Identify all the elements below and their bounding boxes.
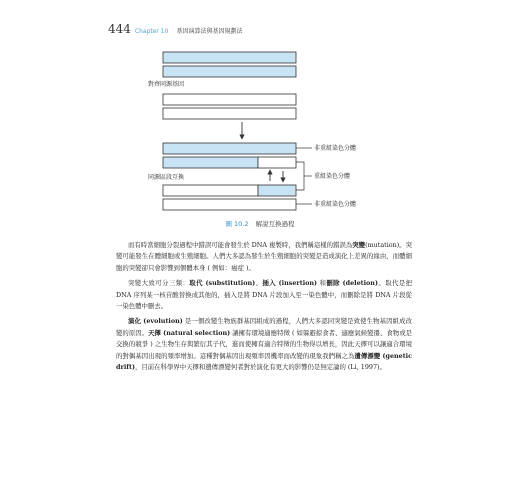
paragraph-2 [116,278,412,312]
crossover-figure [0,0,520,230]
text-run: 、 [255,279,263,288]
text-run: 和 [317,279,327,288]
chromosome-bar-3 [163,94,296,105]
figure-caption [0,219,520,228]
bold-term: 演化 (evolution) [128,317,183,326]
chromosome-bar-6b [258,157,296,168]
label-align-homologous: 對齊同源基因 [148,81,185,88]
chromosome-bar-7a [163,185,258,196]
caption-number: 圖 10.2 [225,220,249,228]
text-run: 。取代是把 DNA 序列某一核苷酸替換成其他的，插入是將 DNA 片段加入至一染色體中，而刪除是將 DNA 片段從一染色體中刪去。 [116,279,413,311]
label-nonrecombinant-2: 非重組染色分體 [314,201,357,208]
chromosome-bar-1 [163,52,296,63]
text-run: ，目前在科學界中天擇和遺傳漂變何者對於演化有更大的影響仍是無定論的 (Li, 1997)。 [135,363,386,372]
chromosome-bar-8 [163,199,296,210]
running-title: 基因演算法與基因規劃法 [176,28,243,35]
bold-term: 取代 (substitution) [189,279,256,288]
text-run: 突變大致可分三類： [128,279,190,288]
label-nonrecombinant-1: 非重組染色分體 [314,145,357,152]
leader-line-2 [296,162,304,190]
bold-term: 遺傳漂變 (genetic drift) [116,351,412,372]
text-run: (mutation)。突變可能發生在體細胞或生殖細胞。人們大多認為發生於生殖細胞的突變是造成演化上差異的緣由，而體細胞的突變卻只會影響到個體本身 ( 例如：癌症 )。 [116,241,412,272]
chromosome-bar-5 [163,143,296,154]
chromosome-bar-2 [163,66,296,77]
body-text [116,240,412,377]
chromosome-bar-4 [163,108,296,119]
bold-term: 刪除 (deletion) [326,279,378,288]
text-run: 是一個改變生物族群基因組成的過程，人們大多認同突變是致使生物基因組成改變的原因。 [116,317,412,337]
paragraph-3 [116,316,412,373]
chromosome-bar-6a [163,157,258,168]
bold-term: 突變 [352,241,366,249]
bold-term: 插入 (insertion) [262,279,318,288]
paragraph-1 [116,240,412,274]
text-run: 而有時當細胞分裂過程中錯誤可能會發生於 DNA 複製時，我們稱這樣的錯誤為 [128,241,353,249]
label-recombinant: 重組染色分體 [314,173,351,180]
caption-text: 解說互換過程 [255,220,295,228]
page-number: 444 [108,22,131,36]
label-segment-exchange: 同源區段互換 [148,174,185,181]
chapter-label: Chapter 10 [134,28,169,35]
bold-term: 天擇 (natural selection) [148,328,231,337]
text-run: 讓擁有環境適應特徵 ( 如躲避掠食者、適應氣候變遷、食物或是交換的競爭 ) 之生物生存與繁衍其子代，進而使擁有適合特徵的生物得以增長，因此天擇可以讓適合環境的對偶基因出現的頻率增加。這種對偶基因出現頻率因機率而改變的現象我們稱之為 [116,328,413,360]
chromosome-bar-7b [258,185,296,196]
